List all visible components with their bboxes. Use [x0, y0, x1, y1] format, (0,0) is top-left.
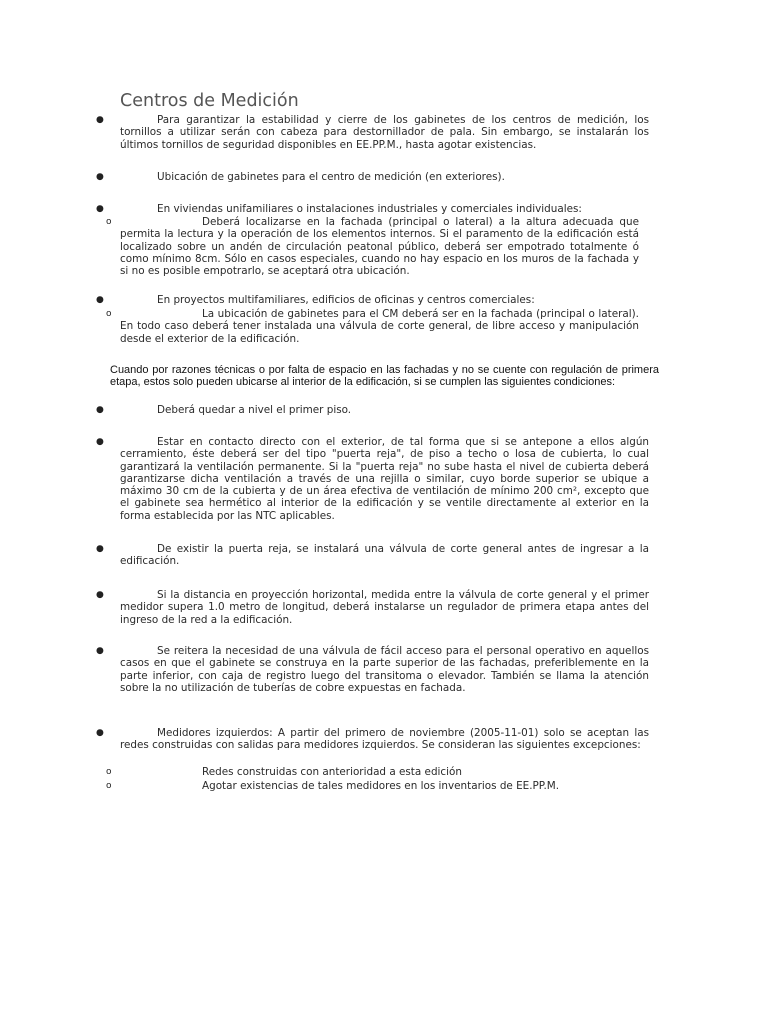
sublist-item-paragraph [120, 780, 639, 792]
list-item-paragraph [120, 589, 649, 626]
item-text: En proyectos multifamiliares, edificios de oficinas y centros comerciales: [157, 294, 535, 306]
item-text: Deberá quedar a nivel el primer piso. [157, 404, 352, 416]
item-text: Estar en contacto directo con el exterior, de tal forma que si se antepone a ellos algún cerramiento, éste deberá ser del tipo "puerta reja", de piso a techo o losa de cubierta, lo cual garantizará la ventilación permanente. Si la "puerta reja" no sube hasta el nivel de cubierta deberá garantizarse dicha ventilación a través de una rejilla o similar, cuyo borde superior se ubique a máximo 30 cm de la cubierta y de un área efectiva de ventilación de mínimo 200 cm², excepto que el gabinete sea hermético al interior de la edificación y se ventile directamente al exterior en la forma establecida por las NTC aplicables. [120, 436, 649, 522]
item-text: Ubicación de gabinetes para el centro de medición (en exteriores). [157, 171, 505, 183]
list-item-paragraph [120, 171, 649, 183]
list-item-paragraph [120, 294, 649, 306]
bullet-marker: ● [96, 172, 104, 182]
bullet-marker: ● [96, 646, 104, 656]
bullet-marker: ● [96, 204, 104, 214]
circle-marker: o [106, 781, 112, 791]
item-text: En viviendas unifamiliares o instalaciones industriales y comerciales individuales: [157, 203, 582, 215]
item-text: Se reitera la necesidad de una válvula de fácil acceso para el personal operativo en aquellos casos en que el gabinete se construya en la parte superior de las fachadas, preferiblemente en la parte inferior, con caja de registro luego del transitoma o elevador. También se llama la atención sobre la no utilización de tuberías de cobre expuestas en fachada. [120, 645, 649, 694]
circle-marker: o [106, 767, 112, 777]
bullet-marker: ● [96, 590, 104, 600]
item-text: De existir la puerta reja, se instalará una válvula de corte general antes de ingresar a la edificación. [120, 543, 649, 568]
list-item-paragraph [120, 543, 649, 568]
list-item-paragraph [120, 645, 649, 694]
sublist-item-paragraph [120, 216, 639, 277]
list-item-paragraph [120, 114, 649, 151]
item-text: La ubicación de gabinetes para el CM deberá ser en la fachada (principal o lateral). En todo caso deberá tener instalada una válvula de corte general, de libre acceso y manipulación desde el exterior de la edificación. [120, 308, 639, 345]
item-text: Agotar existencias de tales medidores en los inventarios de EE.PP.M. [202, 780, 560, 792]
sublist-item-paragraph [120, 308, 639, 345]
body-paragraph: Cuando por razones técnicas o por falta de espacio en las fachadas y no se cuente con regulación de primera etapa, estos solo pueden ubicarse al interior de la edificación, si se cumplen las siguientes condiciones: [110, 364, 659, 389]
list-item-paragraph [120, 404, 649, 416]
list-item-paragraph [120, 203, 649, 215]
item-text: Redes construidas con anterioridad a esta edición [202, 766, 462, 778]
sublist-item-paragraph [120, 766, 639, 778]
list-item-paragraph [120, 436, 649, 522]
item-text: Si la distancia en proyección horizontal, medida entre la válvula de corte general y el primer medidor supera 1.0 metro de longitud, deberá instalarse un regulador de primera etapa antes del ingreso de la red a la edificación. [120, 589, 649, 626]
bullet-marker: ● [96, 437, 104, 447]
bullet-marker: ● [96, 728, 104, 738]
bullet-marker: ● [96, 295, 104, 305]
item-text: Medidores izquierdos: A partir del primero de noviembre (2005-11-01) solo se aceptan las redes construidas con salidas para medidores izquierdos. Se consideran las siguientes excepciones: [120, 727, 649, 752]
bullet-marker: ● [96, 405, 104, 415]
item-text: Para garantizar la estabilidad y cierre de los gabinetes de los centros de medición, los tornillos a utilizar serán con cabeza para destornillador de pala. Sin embargo, se instalarán los últimos tornillos de seguridad disponibles en EE.PP.M., hasta agotar existencias. [120, 114, 649, 151]
circle-marker: o [106, 217, 112, 227]
bullet-marker: ● [96, 544, 104, 554]
item-text: Deberá localizarse en la fachada (principal o lateral) a la altura adecuada que permita la lectura y la operación de los elementos internos. Si el paramento de la edificación está localizado sobre un andén de circulación peatonal público, deberá ser empotrado totalmente ó como mínimo 8cm. Sólo en casos especiales, cuando no hay espacio en los muros de la fachada y si no es posible empotrarlo, se aceptará otra ubicación. [120, 216, 639, 278]
list-item-paragraph [120, 727, 649, 752]
bullet-marker: ● [96, 115, 104, 125]
circle-marker: o [106, 309, 112, 319]
page-title: Centros de Medición [120, 91, 299, 111]
